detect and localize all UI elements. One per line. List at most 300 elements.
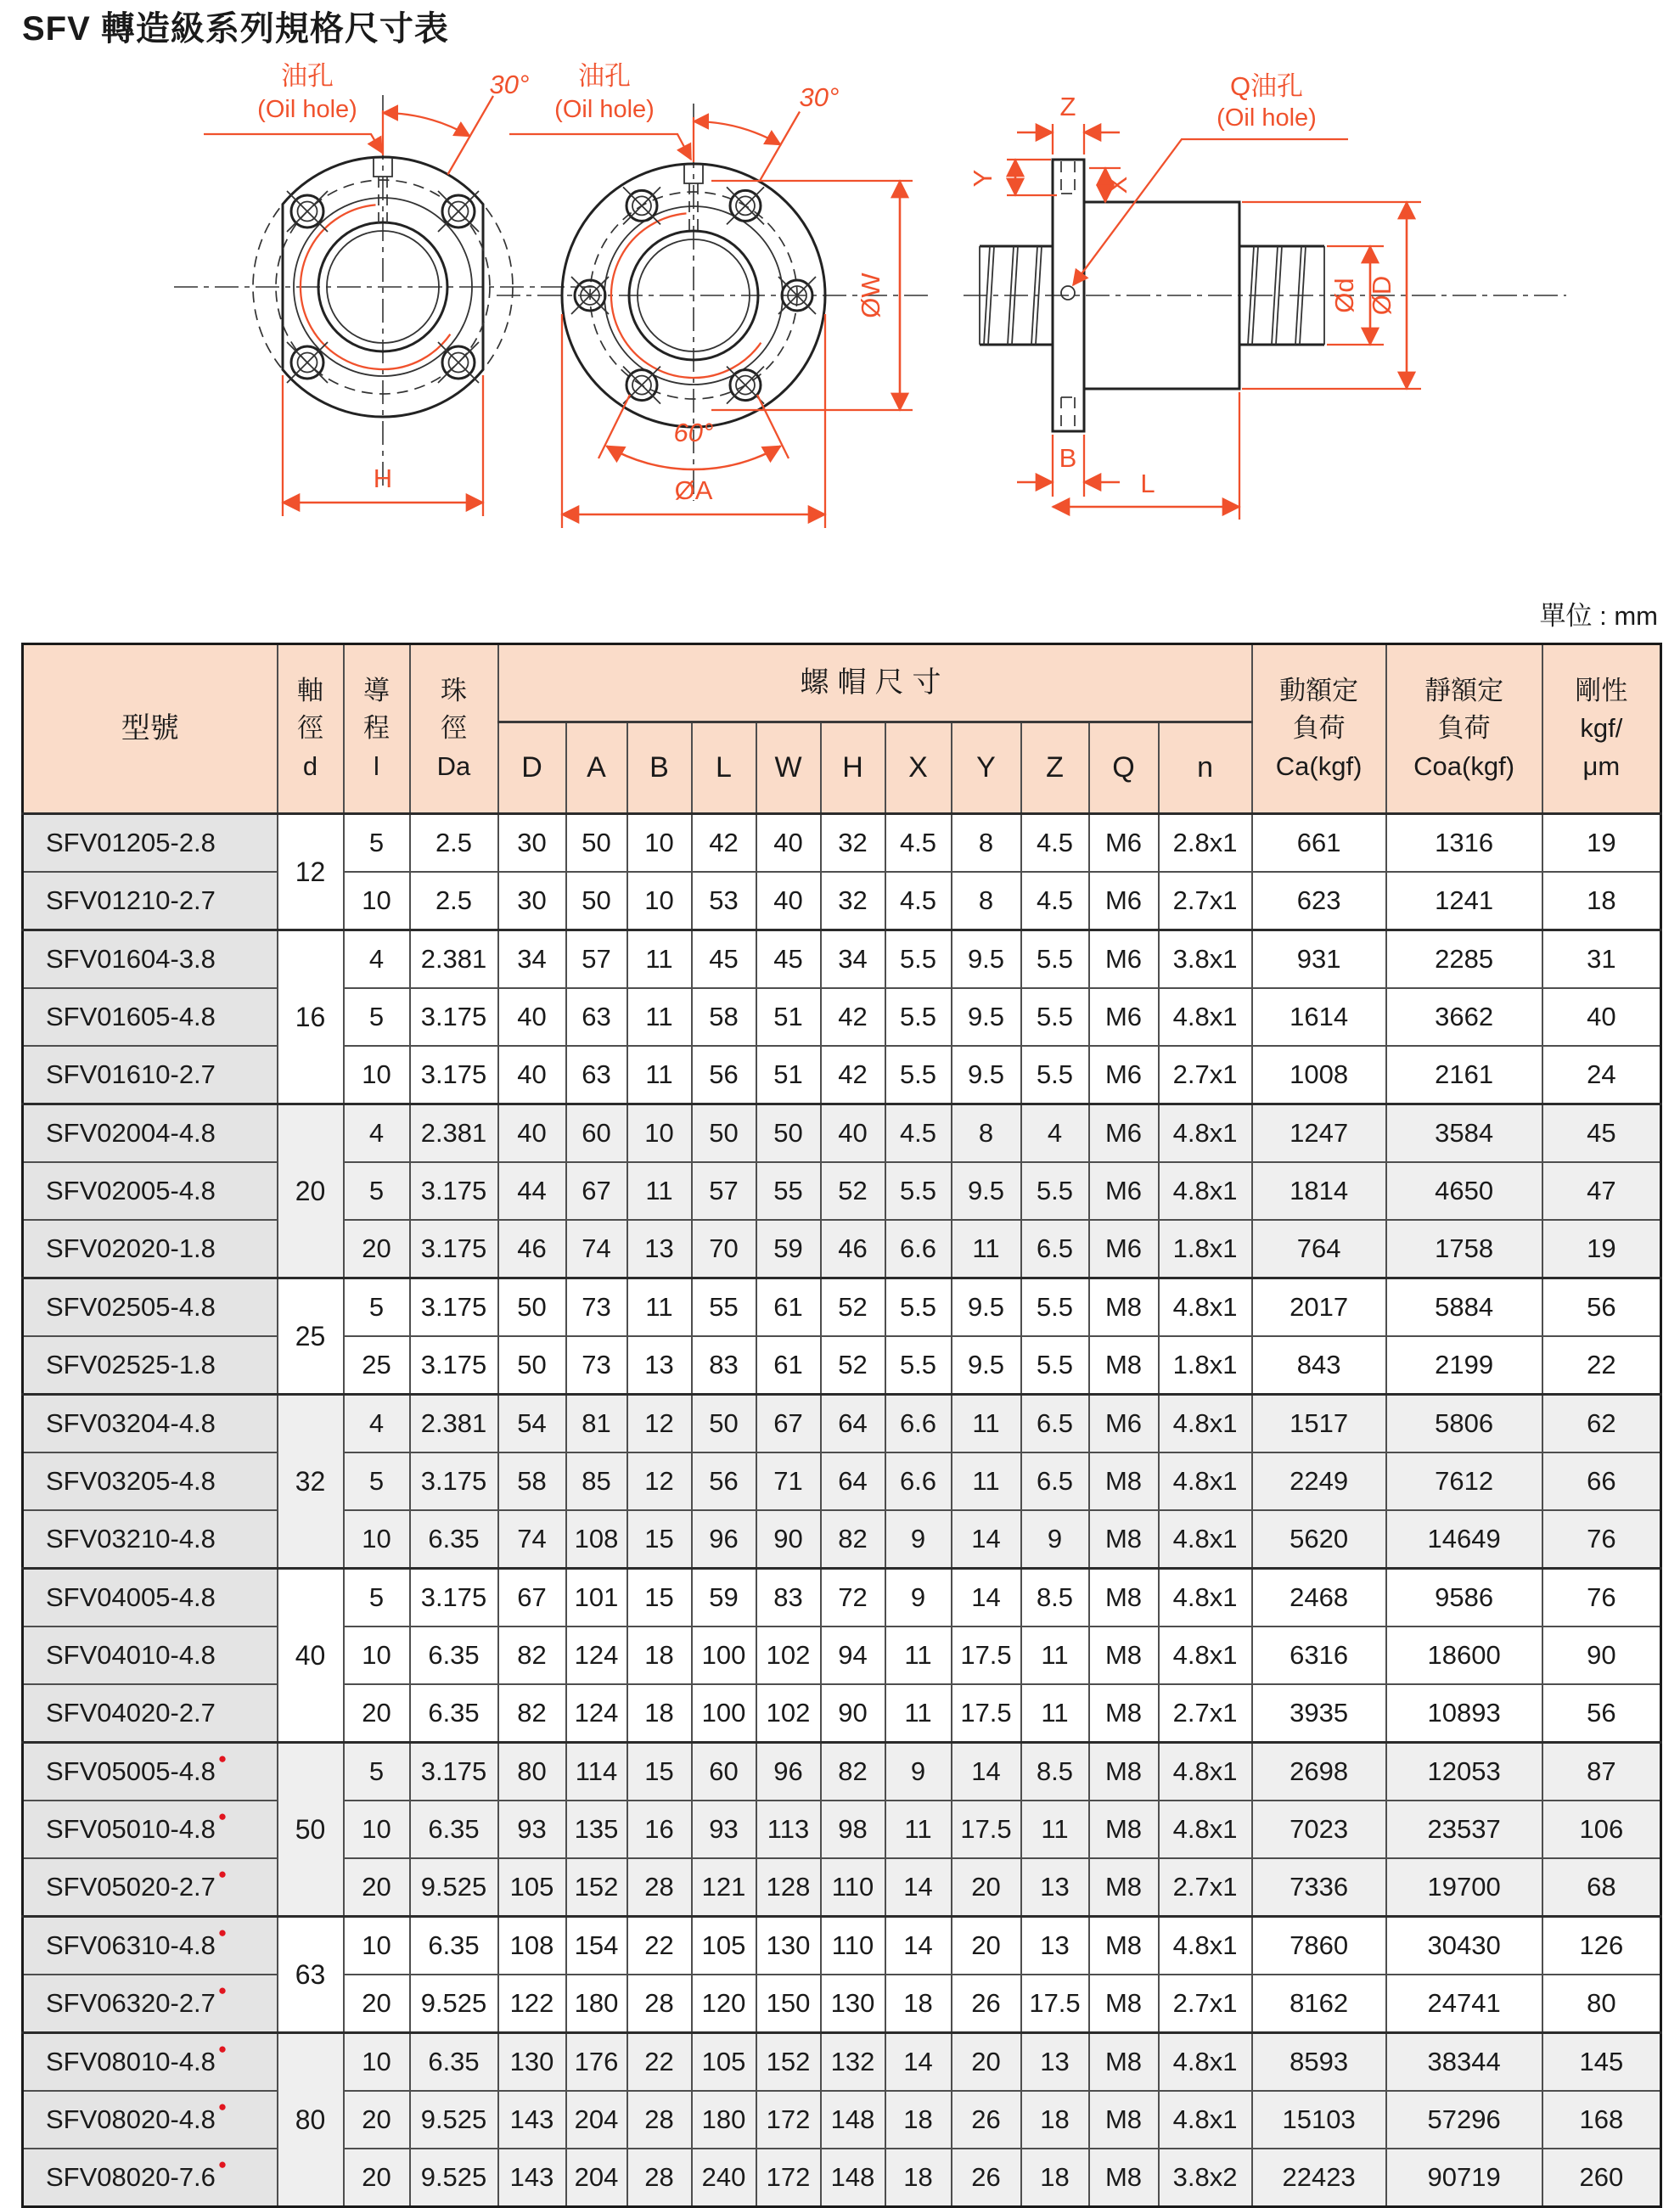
nut-dim-cell: 2.7x1 xyxy=(1159,872,1252,930)
nut-dim-cell: 15 xyxy=(627,1510,692,1569)
nut-dim-cell: 82 xyxy=(498,1684,566,1743)
dynamic-load-cell: 2017 xyxy=(1252,1278,1386,1337)
nut-dim-cell: 13 xyxy=(1021,1858,1089,1917)
ball-diameter-cell: 2.5 xyxy=(410,872,498,930)
static-load-cell: 2285 xyxy=(1386,930,1542,989)
nut-dim-cell: 105 xyxy=(498,1858,566,1917)
nut-dim-cell: 108 xyxy=(566,1510,627,1569)
ball-diameter-cell: 2.5 xyxy=(410,814,498,873)
lead-cell: 25 xyxy=(344,1336,410,1395)
model-dot-marker: ● xyxy=(217,2098,228,2115)
nut-dim-cell: 13 xyxy=(1021,1917,1089,1975)
shaft-diameter-cell: 50 xyxy=(278,1743,344,1917)
model-dot-marker: ● xyxy=(217,2156,228,2172)
nut-dim-cell: 4.8x1 xyxy=(1159,1569,1252,1627)
angle-30-label: 30° xyxy=(489,70,530,99)
nut-dim-cell: 113 xyxy=(756,1801,821,1858)
nut-dim-cell: M6 xyxy=(1089,1104,1159,1163)
model-dot-marker: ● xyxy=(217,1866,228,1882)
shaft-diameter-cell: 16 xyxy=(278,930,344,1104)
col-header-shaft-diameter xyxy=(278,644,344,814)
rigidity-header-line: 剛性 xyxy=(1575,676,1628,706)
model-cell: SFV02020-1.8 xyxy=(23,1220,278,1278)
dim-z-label: Z xyxy=(1059,92,1076,121)
oil-hole-label-en: (Oil hole) xyxy=(554,96,655,123)
lead-cell: 5 xyxy=(344,1278,410,1337)
nut-dim-cell: 9 xyxy=(1021,1510,1089,1569)
lead-cell: 5 xyxy=(344,1162,410,1220)
lead-cell: 20 xyxy=(344,2149,410,2207)
nut-dim-cell: 9.5 xyxy=(952,1278,1021,1337)
col-header-L: L xyxy=(692,722,756,814)
nut-dim-cell: 64 xyxy=(821,1395,885,1453)
nut-dim-cell: 114 xyxy=(566,1743,627,1801)
rigidity-cell: 18 xyxy=(1542,872,1661,930)
rigidity-cell: 126 xyxy=(1542,1917,1661,1975)
nut-dim-cell: 180 xyxy=(566,1975,627,2033)
nut-dim-cell: 20 xyxy=(952,1917,1021,1975)
nut-dim-cell: 26 xyxy=(952,1975,1021,2033)
nut-dim-cell: 18 xyxy=(1021,2149,1089,2207)
nut-dim-cell: 61 xyxy=(756,1278,821,1337)
ball-diameter-cell: 3.175 xyxy=(410,1569,498,1627)
nut-dim-cell: 51 xyxy=(756,988,821,1046)
nut-dim-cell: 105 xyxy=(692,2033,756,2092)
nut-dim-cell: 34 xyxy=(821,930,885,989)
nut-dim-cell: 13 xyxy=(1021,2033,1089,2092)
static-load-cell: 19700 xyxy=(1386,1858,1542,1917)
nut-dim-cell: 50 xyxy=(498,1336,566,1395)
nut-dim-cell: 82 xyxy=(498,1627,566,1684)
nut-dim-cell: 132 xyxy=(821,2033,885,2092)
nut-dim-cell: 6.6 xyxy=(885,1395,952,1453)
nut-dim-cell: 56 xyxy=(692,1452,756,1510)
nut-dim-cell: M8 xyxy=(1089,1278,1159,1337)
model-cell: SFV08020-7.6 ● xyxy=(23,2149,278,2207)
nut-dim-cell: M6 xyxy=(1089,814,1159,873)
nut-dim-cell: 67 xyxy=(498,1569,566,1627)
nut-dim-cell: 9 xyxy=(885,1569,952,1627)
nut-dim-cell: 2.7x1 xyxy=(1159,1975,1252,2033)
col-header-X: X xyxy=(885,722,952,814)
nut-dim-cell: 8 xyxy=(952,814,1021,873)
nut-dim-cell: 85 xyxy=(566,1452,627,1510)
nut-dim-cell: 58 xyxy=(498,1452,566,1510)
nut-dim-cell: 18 xyxy=(885,2149,952,2207)
nut-dim-cell: 93 xyxy=(692,1801,756,1858)
nut-dim-cell: 70 xyxy=(692,1220,756,1278)
nut-dim-cell: 55 xyxy=(692,1278,756,1337)
nut-dim-cell: 100 xyxy=(692,1684,756,1743)
table-row xyxy=(23,2149,1661,2207)
nut-dim-cell: 14 xyxy=(885,2033,952,2092)
nut-dim-cell: 152 xyxy=(756,2033,821,2092)
nut-dim-cell: 10 xyxy=(627,872,692,930)
nut-dim-cell: 34 xyxy=(498,930,566,989)
nut-dim-cell: 4.8x1 xyxy=(1159,1452,1252,1510)
col-header-static-load xyxy=(1386,644,1542,814)
nut-dim-cell: 6.5 xyxy=(1021,1395,1089,1453)
dynamic-load-cell: 5620 xyxy=(1252,1510,1386,1569)
nut-dim-cell: 6.6 xyxy=(885,1452,952,1510)
lead-cell: 5 xyxy=(344,1452,410,1510)
col-header-rigidity xyxy=(1542,644,1661,814)
nut-dim-cell: 1.8x1 xyxy=(1159,1220,1252,1278)
nut-dim-cell: 18 xyxy=(627,1684,692,1743)
static-load-cell: 1758 xyxy=(1386,1220,1542,1278)
nut-dim-cell: 5.5 xyxy=(885,1278,952,1337)
nut-dim-cell: 130 xyxy=(756,1917,821,1975)
oil-hole-label-cn: 油孔 xyxy=(281,61,334,91)
nut-dim-cell: 50 xyxy=(692,1395,756,1453)
col-header-lead xyxy=(344,644,410,814)
nut-dim-cell: 17.5 xyxy=(952,1627,1021,1684)
ball-diameter-cell: 9.525 xyxy=(410,1858,498,1917)
page-title: SFV 轉造級系列規格尺寸表 xyxy=(22,10,449,48)
ball-header-line: 徑 xyxy=(441,713,467,744)
rigidity-cell: 168 xyxy=(1542,2091,1661,2149)
nut-dim-cell: 12 xyxy=(627,1395,692,1453)
nut-dim-cell: 2.7x1 xyxy=(1159,1046,1252,1104)
ball-diameter-cell: 9.525 xyxy=(410,1975,498,2033)
dynamic-load-cell: 1008 xyxy=(1252,1046,1386,1104)
nut-dim-cell: 54 xyxy=(498,1395,566,1453)
nut-dim-cell: M6 xyxy=(1089,1162,1159,1220)
nut-dim-cell: 40 xyxy=(756,814,821,873)
table-row xyxy=(23,1627,1661,1684)
nut-dim-cell: 11 xyxy=(885,1627,952,1684)
nut-dim-cell: M8 xyxy=(1089,1801,1159,1858)
nut-dim-cell: M6 xyxy=(1089,988,1159,1046)
side-view-diagram xyxy=(964,71,1566,520)
nut-dim-cell: M6 xyxy=(1089,930,1159,989)
nut-dim-cell: 11 xyxy=(627,1046,692,1104)
ball-diameter-cell: 6.35 xyxy=(410,2033,498,2092)
dim-ow-label: ØW xyxy=(856,272,885,318)
nut-dim-cell: 58 xyxy=(692,988,756,1046)
nut-dim-cell: 63 xyxy=(566,1046,627,1104)
lead-header-line: 程 xyxy=(363,713,390,744)
rigidity-cell: 19 xyxy=(1542,1220,1661,1278)
nut-dim-cell: 11 xyxy=(1021,1801,1089,1858)
table-row xyxy=(23,1684,1661,1743)
static-load-cell: 9586 xyxy=(1386,1569,1542,1627)
dynamic-load-cell: 7336 xyxy=(1252,1858,1386,1917)
nut-dim-cell: 64 xyxy=(821,1452,885,1510)
ball-diameter-cell: 3.175 xyxy=(410,1046,498,1104)
model-cell: SFV03210-4.8 xyxy=(23,1510,278,1569)
nut-dim-cell: 82 xyxy=(821,1743,885,1801)
nut-dim-cell: 9 xyxy=(885,1510,952,1569)
lead-cell: 4 xyxy=(344,930,410,989)
nut-dim-cell: 50 xyxy=(756,1104,821,1163)
model-dot-marker: ● xyxy=(217,1982,228,1998)
model-cell: SFV01205-2.8 xyxy=(23,814,278,873)
rigidity-cell: 76 xyxy=(1542,1569,1661,1627)
nut-dim-cell: 8.5 xyxy=(1021,1743,1089,1801)
nut-dim-cell: M6 xyxy=(1089,1220,1159,1278)
spec-table xyxy=(21,643,1662,2208)
ball-diameter-cell: 6.35 xyxy=(410,1684,498,1743)
static-load-cell: 1241 xyxy=(1386,872,1542,930)
nut-dim-cell: 4.8x1 xyxy=(1159,1278,1252,1337)
table-row xyxy=(23,930,1661,989)
nut-dim-cell: 94 xyxy=(821,1627,885,1684)
nut-dim-cell: 4.8x1 xyxy=(1159,988,1252,1046)
static-load-cell: 38344 xyxy=(1386,2033,1542,2092)
rigidity-cell: 106 xyxy=(1542,1801,1661,1858)
nut-dim-cell: 148 xyxy=(821,2091,885,2149)
lead-cell: 10 xyxy=(344,1917,410,1975)
nut-dim-cell: 22 xyxy=(627,2033,692,2092)
nut-dim-cell: M8 xyxy=(1089,1684,1159,1743)
rigidity-cell: 66 xyxy=(1542,1452,1661,1510)
ball-diameter-cell: 3.175 xyxy=(410,988,498,1046)
nut-dim-cell: 28 xyxy=(627,1858,692,1917)
nut-dim-cell: 90 xyxy=(821,1684,885,1743)
nut-dim-cell: 110 xyxy=(821,1858,885,1917)
nut-dim-cell: 2.7x1 xyxy=(1159,1684,1252,1743)
ball-diameter-cell: 9.525 xyxy=(410,2149,498,2207)
col-header-H: H xyxy=(821,722,885,814)
nut-dim-cell: 105 xyxy=(692,1917,756,1975)
nut-dim-cell: M8 xyxy=(1089,1452,1159,1510)
rigidity-cell: 56 xyxy=(1542,1278,1661,1337)
nut-dim-cell: 9.5 xyxy=(952,1046,1021,1104)
dynamic-load-cell: 1614 xyxy=(1252,988,1386,1046)
model-cell: SFV02005-4.8 xyxy=(23,1162,278,1220)
nut-dim-cell: 67 xyxy=(566,1162,627,1220)
static-load-cell: 12053 xyxy=(1386,1743,1542,1801)
nut-dim-cell: 11 xyxy=(627,1278,692,1337)
q-oil-hole-label-en: (Oil hole) xyxy=(1216,104,1317,132)
nut-dim-cell: 11 xyxy=(885,1801,952,1858)
rigidity-cell: 24 xyxy=(1542,1046,1661,1104)
nut-dim-cell: 143 xyxy=(498,2091,566,2149)
lead-cell: 20 xyxy=(344,2091,410,2149)
lead-cell: 5 xyxy=(344,1743,410,1801)
shaft-diameter-cell: 63 xyxy=(278,1917,344,2033)
static-load-cell: 3584 xyxy=(1386,1104,1542,1163)
nut-dim-cell: 11 xyxy=(885,1684,952,1743)
rigidity-cell: 19 xyxy=(1542,814,1661,873)
model-dot-marker: ● xyxy=(217,2041,228,2057)
nut-dim-cell: 18 xyxy=(627,1627,692,1684)
nut-dim-cell: 130 xyxy=(498,2033,566,2092)
dim-od-nut-label: ØD xyxy=(1367,275,1396,316)
rigidity-cell: 145 xyxy=(1542,2033,1661,2092)
static-load-cell: 30430 xyxy=(1386,1917,1542,1975)
dynamic-load-cell: 1247 xyxy=(1252,1104,1386,1163)
dim-x-label: X xyxy=(1103,176,1132,194)
dynamic-load-cell: 1517 xyxy=(1252,1395,1386,1453)
static-load-header-line: Coa(kgf) xyxy=(1413,750,1515,781)
nut-dim-cell: 4.8x1 xyxy=(1159,1801,1252,1858)
nut-dim-cell: 148 xyxy=(821,2149,885,2207)
nut-dim-cell: M8 xyxy=(1089,1975,1159,2033)
nut-dim-cell: 42 xyxy=(821,988,885,1046)
dynamic-load-header-line: 負荷 xyxy=(1292,713,1346,744)
nut-dim-cell: 14 xyxy=(885,1858,952,1917)
nut-dim-cell: 22 xyxy=(627,1917,692,1975)
nut-dim-cell: 102 xyxy=(756,1627,821,1684)
col-header-dynamic-load xyxy=(1252,644,1386,814)
nut-dim-cell: 14 xyxy=(885,1917,952,1975)
model-cell: SFV05020-2.7 ● xyxy=(23,1858,278,1917)
model-cell: SFV02525-1.8 xyxy=(23,1336,278,1395)
nut-dim-cell: 5.5 xyxy=(1021,1162,1089,1220)
ball-diameter-cell: 6.35 xyxy=(410,1510,498,1569)
nut-dim-cell: 40 xyxy=(756,872,821,930)
nut-dim-cell: 4.5 xyxy=(1021,872,1089,930)
nut-dim-cell: 32 xyxy=(821,814,885,873)
nut-dim-cell: 4.5 xyxy=(1021,814,1089,873)
nut-dim-cell: 102 xyxy=(756,1684,821,1743)
nut-dim-cell: 18 xyxy=(885,2091,952,2149)
nut-dim-cell: 15 xyxy=(627,1743,692,1801)
rigidity-cell: 45 xyxy=(1542,1104,1661,1163)
nut-dim-cell: M6 xyxy=(1089,1046,1159,1104)
nut-dim-cell: 4.5 xyxy=(885,814,952,873)
col-header-model: 型號 xyxy=(23,644,278,814)
nut-dim-cell: 5.5 xyxy=(1021,930,1089,989)
shaft-diameter-cell: 32 xyxy=(278,1395,344,1569)
nut-dim-cell: 14 xyxy=(952,1569,1021,1627)
rigidity-cell: 47 xyxy=(1542,1162,1661,1220)
lead-cell: 5 xyxy=(344,988,410,1046)
static-load-cell: 23537 xyxy=(1386,1801,1542,1858)
nut-dim-cell: M8 xyxy=(1089,1627,1159,1684)
nut-dim-cell: 17.5 xyxy=(1021,1975,1089,2033)
nut-dim-cell: 13 xyxy=(627,1336,692,1395)
nut-dim-cell: 12 xyxy=(627,1452,692,1510)
lead-cell: 10 xyxy=(344,2033,410,2092)
col-header-A: A xyxy=(566,722,627,814)
nut-dim-cell: 40 xyxy=(498,988,566,1046)
nut-dim-cell: 4.8x1 xyxy=(1159,1510,1252,1569)
nut-dim-cell: 46 xyxy=(498,1220,566,1278)
rigidity-header-line: kgf/ xyxy=(1580,713,1623,744)
shaft-header-line: d xyxy=(302,750,318,781)
dynamic-load-cell: 764 xyxy=(1252,1220,1386,1278)
model-cell: SFV04010-4.8 xyxy=(23,1627,278,1684)
dynamic-load-cell: 7023 xyxy=(1252,1801,1386,1858)
nut-dim-cell: 135 xyxy=(566,1801,627,1858)
nut-dim-cell: 128 xyxy=(756,1858,821,1917)
nut-dim-cell: 98 xyxy=(821,1801,885,1858)
nut-dim-cell: 11 xyxy=(1021,1627,1089,1684)
technical-drawings xyxy=(0,42,1680,637)
nut-dim-cell: 172 xyxy=(756,2149,821,2207)
table-row xyxy=(23,1452,1661,1510)
oil-hole-label-en: (Oil hole) xyxy=(257,96,357,123)
nut-dim-cell: 5.5 xyxy=(1021,988,1089,1046)
nut-dim-cell: 4.8x1 xyxy=(1159,1162,1252,1220)
static-load-cell: 4650 xyxy=(1386,1162,1542,1220)
col-header-B: B xyxy=(627,722,692,814)
dynamic-load-cell: 2249 xyxy=(1252,1452,1386,1510)
nut-dim-cell: 17.5 xyxy=(952,1801,1021,1858)
nut-dim-cell: 5.5 xyxy=(885,930,952,989)
ball-diameter-cell: 3.175 xyxy=(410,1278,498,1337)
nut-dim-cell: 152 xyxy=(566,1858,627,1917)
nut-dim-cell: 130 xyxy=(821,1975,885,2033)
col-header-n: n xyxy=(1159,722,1252,814)
ball-diameter-cell: 6.35 xyxy=(410,1801,498,1858)
nut-dim-cell: 40 xyxy=(498,1046,566,1104)
lead-cell: 20 xyxy=(344,1684,410,1743)
nut-dim-cell: 5.5 xyxy=(1021,1336,1089,1395)
nut-dim-cell: 9.5 xyxy=(952,1336,1021,1395)
nut-dim-cell: 32 xyxy=(821,872,885,930)
nut-dim-cell: 30 xyxy=(498,872,566,930)
nut-dim-cell: 51 xyxy=(756,1046,821,1104)
lead-cell: 5 xyxy=(344,814,410,873)
nut-dim-cell: 61 xyxy=(756,1336,821,1395)
nut-dim-cell: 5.5 xyxy=(1021,1278,1089,1337)
table-row xyxy=(23,1743,1661,1801)
nut-dim-cell: 5.5 xyxy=(885,988,952,1046)
front-view-round-flange-diagram xyxy=(497,61,930,528)
nut-dim-cell: 9 xyxy=(885,1743,952,1801)
nut-dim-cell: 73 xyxy=(566,1336,627,1395)
static-load-cell: 18600 xyxy=(1386,1627,1542,1684)
nut-dim-cell: 26 xyxy=(952,2091,1021,2149)
nut-dim-cell: 6.6 xyxy=(885,1220,952,1278)
static-load-cell: 14649 xyxy=(1386,1510,1542,1569)
nut-dim-cell: 4.8x1 xyxy=(1159,1395,1252,1453)
nut-dim-cell: 93 xyxy=(498,1801,566,1858)
table-row xyxy=(23,1569,1661,1627)
nut-dim-cell: 100 xyxy=(692,1627,756,1684)
model-cell: SFV02004-4.8 xyxy=(23,1104,278,1163)
nut-dim-cell: 2.7x1 xyxy=(1159,1858,1252,1917)
nut-dim-cell: 6.5 xyxy=(1021,1220,1089,1278)
model-cell: SFV06320-2.7 ● xyxy=(23,1975,278,2033)
ball-diameter-cell: 2.381 xyxy=(410,1104,498,1163)
dynamic-load-header-line: Ca(kgf) xyxy=(1275,750,1363,781)
dynamic-load-cell: 661 xyxy=(1252,814,1386,873)
nut-dim-cell: 50 xyxy=(566,814,627,873)
nut-dim-cell: 17.5 xyxy=(952,1684,1021,1743)
dynamic-load-cell: 623 xyxy=(1252,872,1386,930)
nut-dim-cell: 240 xyxy=(692,2149,756,2207)
nut-dim-cell: M8 xyxy=(1089,1336,1159,1395)
nut-dim-cell: 82 xyxy=(821,1510,885,1569)
nut-dim-cell: 83 xyxy=(756,1569,821,1627)
nut-dim-cell: 120 xyxy=(692,1975,756,2033)
ball-diameter-cell: 2.381 xyxy=(410,1395,498,1453)
nut-dim-cell: 8.5 xyxy=(1021,1569,1089,1627)
nut-dim-cell: 4.8x1 xyxy=(1159,2091,1252,2149)
nut-dim-cell: 74 xyxy=(566,1220,627,1278)
dynamic-load-cell: 2468 xyxy=(1252,1569,1386,1627)
static-load-cell: 57296 xyxy=(1386,2091,1542,2149)
nut-dim-cell: 121 xyxy=(692,1858,756,1917)
rigidity-cell: 56 xyxy=(1542,1684,1661,1743)
model-cell: SFV03204-4.8 xyxy=(23,1395,278,1453)
ball-header-line: 珠 xyxy=(441,676,467,706)
nut-dim-cell: 18 xyxy=(1021,2091,1089,2149)
lead-header-line: 導 xyxy=(363,676,390,706)
col-header-nut-dimensions: 螺帽尺寸 xyxy=(498,644,1252,722)
lead-cell: 5 xyxy=(344,1569,410,1627)
table-row xyxy=(23,1336,1661,1395)
table-row xyxy=(23,1801,1661,1858)
static-load-cell: 90719 xyxy=(1386,2149,1542,2207)
static-load-header-line: 負荷 xyxy=(1437,713,1491,744)
col-header-Y: Y xyxy=(952,722,1021,814)
